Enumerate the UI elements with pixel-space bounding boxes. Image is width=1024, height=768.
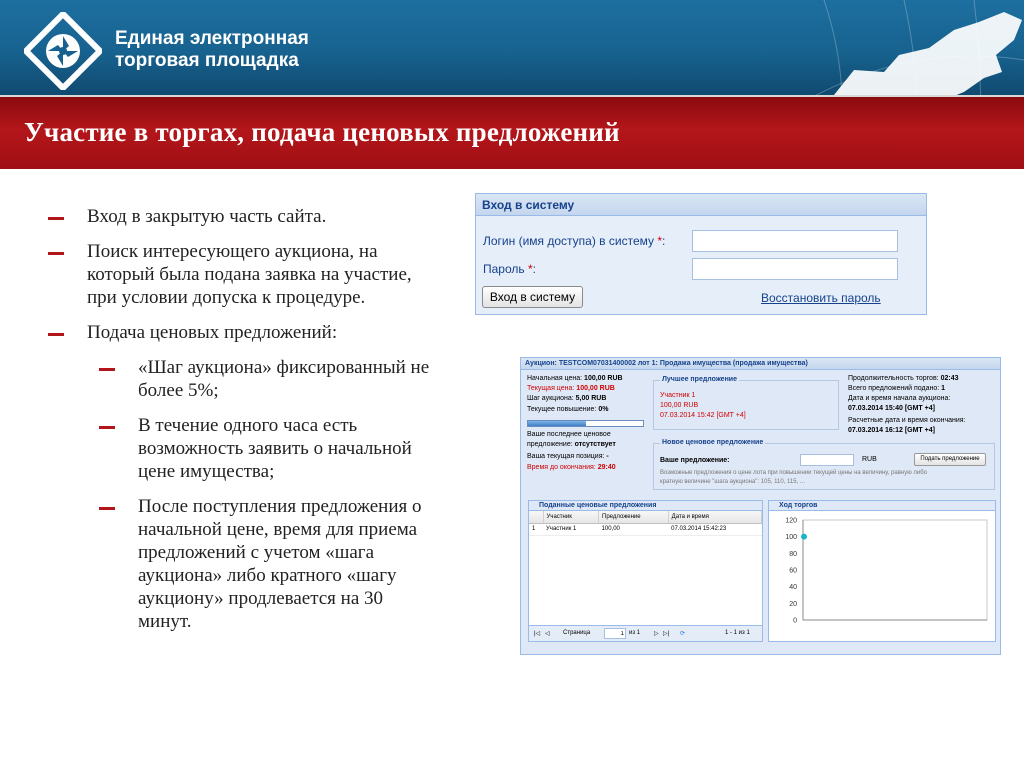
total-offers-label: Всего предложений подано: xyxy=(848,385,940,392)
next-page-icon[interactable]: ▷ xyxy=(654,631,659,637)
y-tick-label: 100 xyxy=(785,534,797,542)
submit-offer-button[interactable]: Подать предложение xyxy=(914,453,986,466)
best-offer-title: Лучшее предложение xyxy=(662,376,738,383)
best-date: 07.03.2014 15:42 [GMT +4] xyxy=(660,412,746,419)
y-tick-label: 0 xyxy=(793,617,797,625)
best-participant: Участник 1 xyxy=(660,392,696,399)
page-title: Участие в торгах, подача ценовых предложений xyxy=(24,117,620,147)
auction-panel xyxy=(520,357,1001,655)
colon: : xyxy=(662,234,666,248)
start-dt-label: Дата и время начала аукциона: xyxy=(848,395,951,402)
progress-fill xyxy=(528,421,586,426)
start-price-label: Начальная цена: xyxy=(527,375,583,382)
end-dt-label: Расчетные дата и время окончания: xyxy=(848,417,966,424)
new-offer-title: Новое ценовое предложение xyxy=(662,439,764,446)
page-of-label: из 1 xyxy=(629,630,641,636)
plot-area xyxy=(803,520,987,620)
start-dt-value: 07.03.2014 15:40 [GMT +4] xyxy=(848,405,935,412)
login-button[interactable]: Вход в систему xyxy=(482,286,583,308)
column-header[interactable]: Предложение xyxy=(599,511,669,523)
bullet-text: Подача ценовых предложений: xyxy=(87,322,338,343)
required-mark: * xyxy=(657,234,663,248)
chart-title: Ход торгов xyxy=(769,501,995,511)
last-offer-value: отсутствует xyxy=(574,441,616,448)
time-left-value: 29:40 xyxy=(597,464,616,471)
bullet-text: Поиск интересующего аукциона, на который была подана заявка на участие, при условии допуска к процедуре. xyxy=(87,241,412,308)
progress-chart xyxy=(769,512,995,642)
offers-table xyxy=(529,511,762,536)
current-price-row xyxy=(527,384,615,394)
restore-password-link[interactable]: Восстановить пароль xyxy=(761,291,881,305)
bullet-list xyxy=(48,205,438,645)
sub-bullet-list xyxy=(48,356,438,633)
data-point xyxy=(801,534,807,540)
login-panel xyxy=(475,193,927,315)
y-tick-label: 120 xyxy=(785,517,797,525)
login-input[interactable] xyxy=(692,230,898,252)
currency-label: RUB xyxy=(862,456,877,463)
end-dt-value: 07.03.2014 16:12 [GMT +4] xyxy=(848,427,935,434)
first-page-icon[interactable]: |◁ xyxy=(534,631,541,637)
offer-input[interactable] xyxy=(800,454,854,466)
offers-grid-panel xyxy=(528,500,763,642)
best-price: 100,00 RUB xyxy=(660,402,699,409)
sub-bullet-text: После поступления предложения о начальной цене, время для приема предложений с учетом «шага аукциона» либо кратного «шагу аукциону» продлевается на 30 минут. xyxy=(138,496,422,632)
bullet-item xyxy=(48,321,438,344)
colon: : xyxy=(532,262,536,276)
login-panel-title: Вход в систему xyxy=(476,194,926,216)
offer-hint-1: Возможные предложения о цене лота при повышении текущей цены на величину, равную либо xyxy=(660,470,927,476)
start-price-row xyxy=(527,374,623,384)
logo-line-2: торговая площадка xyxy=(115,50,299,71)
bullet-dash-icon xyxy=(48,333,64,336)
offer-hint-2: кратную величине "шага аукциона": 105, 110, 115, ... xyxy=(660,479,805,485)
date-cell: 07.03.2014 15:42:23 xyxy=(668,523,761,535)
progress-chart-panel xyxy=(768,500,996,642)
last-page-icon[interactable]: ▷| xyxy=(663,631,670,637)
bullet-dash-icon xyxy=(99,426,115,429)
increase-value: 0% xyxy=(598,406,609,413)
increase-progress-bar xyxy=(527,420,644,427)
last-offer-label-2: предложение: xyxy=(527,441,573,448)
step-value: 5,00 RUB xyxy=(575,395,607,402)
bullet-item xyxy=(48,205,438,228)
offers-grid-title: Поданные ценовые предложения xyxy=(529,501,762,511)
russia-map-icon xyxy=(764,0,1024,95)
logo-text xyxy=(115,28,309,72)
new-offer-box xyxy=(653,439,995,490)
y-tick-label: 20 xyxy=(789,600,797,608)
pager-toolbar xyxy=(529,625,762,641)
position-row xyxy=(527,452,609,462)
last-offer-label-1: Ваше последнее ценовое xyxy=(527,431,611,438)
bullet-dash-icon xyxy=(48,217,64,220)
login-label-row xyxy=(483,234,665,248)
duration-value: 02:43 xyxy=(940,375,959,382)
step-label: Шаг аукциона: xyxy=(527,395,574,402)
duration-label: Продолжительность торгов: xyxy=(848,375,939,382)
increase-row xyxy=(527,405,608,415)
column-header[interactable]: Дата и время xyxy=(668,511,761,523)
increase-label: Текущее повышение: xyxy=(527,406,597,413)
password-input[interactable] xyxy=(692,258,898,280)
sub-bullet-item xyxy=(99,356,438,402)
bullet-text: Вход в закрытую часть сайта. xyxy=(87,206,327,227)
prev-page-icon[interactable]: ◁ xyxy=(545,631,550,637)
position-label: Ваша текущая позиция: xyxy=(527,453,605,460)
column-header[interactable]: Участник xyxy=(543,511,599,523)
total-offers-value: 1 xyxy=(941,385,946,392)
step-row xyxy=(527,394,606,404)
sub-bullet-text: В течение одного часа есть возможность заявить о начальной цене имущества; xyxy=(138,415,412,482)
best-offer-box xyxy=(653,376,839,430)
row-number-header xyxy=(529,511,543,523)
site-header xyxy=(0,0,1024,95)
row-number: 1 xyxy=(529,523,543,535)
bullet-dash-icon xyxy=(99,368,115,371)
page-number-input[interactable] xyxy=(604,628,626,639)
logo-line-1: Единая электронная xyxy=(115,28,309,49)
sub-bullet-text: «Шаг аукциона» фиксированный не более 5%; xyxy=(138,357,430,401)
y-tick-label: 80 xyxy=(789,550,797,558)
sub-bullet-item xyxy=(99,414,438,483)
bullet-item xyxy=(48,240,438,309)
time-left-row xyxy=(527,463,616,473)
duration-row xyxy=(848,374,958,384)
offer-cell: 100,00 xyxy=(599,523,669,535)
table-header-row xyxy=(529,511,762,523)
time-left-label: Время до окончания: xyxy=(527,464,596,471)
y-tick-label: 60 xyxy=(789,567,797,575)
total-offers-row xyxy=(848,384,945,394)
participant-cell: Участник 1 xyxy=(543,523,599,535)
bullet-dash-icon xyxy=(48,252,64,255)
position-value: - xyxy=(606,453,609,460)
current-price-value: 100,00 RUB xyxy=(576,385,615,392)
title-band xyxy=(0,95,1024,169)
bullet-dash-icon xyxy=(99,507,115,510)
current-price-label: Текущая цена: xyxy=(527,385,575,392)
sub-bullet-item xyxy=(99,495,438,633)
start-price-value: 100,00 RUB xyxy=(584,375,623,382)
auction-title: Аукцион: TESTCOM07031400002 лот 1: Продажа имущества (продажа имущества) xyxy=(521,358,1000,370)
last-offer-row xyxy=(527,430,616,450)
etp-logo-icon xyxy=(24,12,102,90)
page-range-label: 1 - 1 из 1 xyxy=(725,630,750,636)
table-row[interactable] xyxy=(529,523,762,535)
refresh-icon[interactable]: ⟳ xyxy=(680,631,686,637)
y-tick-label: 40 xyxy=(789,584,797,592)
your-offer-label: Ваше предложение: xyxy=(660,457,730,464)
password-label-row xyxy=(483,262,536,276)
password-label: Пароль xyxy=(483,262,525,276)
login-label: Логин (имя доступа) в систему xyxy=(483,234,655,248)
required-mark: * xyxy=(527,262,533,276)
page-label: Страница xyxy=(563,630,591,636)
